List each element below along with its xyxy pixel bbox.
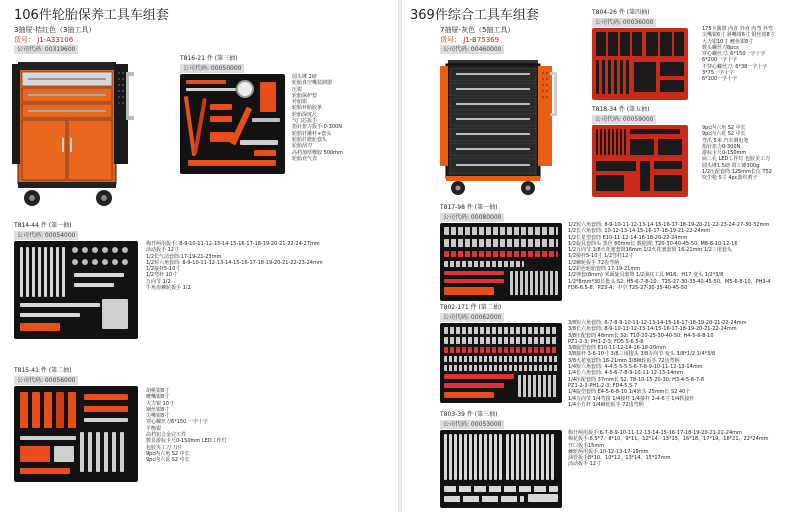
t802-line: 1/4万向节 1/4弯接 1/4接杆 1/4接杆 2-4-6寸 1/4软接杆 [568, 395, 695, 402]
t804-line: 大力钳10寸 鲤鱼钳8寸 [702, 38, 754, 45]
t815-line: 9pc内六角 S2 中长 [146, 450, 190, 457]
t817-line: 1/2长星型套筒 E10-11-12-14-16-18-20-22-24mm [568, 234, 688, 241]
t818-line: 9pc内六角 S2 中长 [702, 125, 746, 131]
t802-line: 1/4长六角套筒: 4-5-6-7-8-9-10-11-12-13-14mm [568, 370, 684, 377]
t802-line: 1/4旋型套筒 E4-5-6-8-10 1/4软头 25mm长 S2 40个 [568, 389, 691, 396]
t815-header: T815-41 件 (第二抽) [14, 367, 72, 374]
t816-line: 气门芯扳手 [292, 118, 318, 125]
t802-line: 3/8长六角套筒: 8-9-10-11-12-13-14-15-16-17-18-19-20-21-22-24mm [568, 326, 737, 333]
left-cart-subtitle: 3抽屉-桔红色（3抽工具） [14, 26, 96, 34]
t802-tool-tray [440, 323, 562, 403]
t816-line: 高档加厚橡胶 500mm [292, 149, 343, 156]
t804-line: 不穿心螺丝刀: 6*38一字十字 [702, 63, 768, 70]
t816-line: 补胎钳 [292, 99, 308, 106]
t816-line: 轮胎充气表 [292, 155, 318, 162]
t804-tool-list [702, 26, 775, 83]
orange-tool-cart [10, 58, 135, 210]
t818-line: 游标卡尺0-150mm [702, 150, 747, 157]
t817-line: 1/2棘轮扳手 72齿弯柄 [568, 259, 619, 266]
t816-line: 轮胎打磨轮套头 [292, 136, 328, 143]
t803-line: 油管扳手8*10、10*12、13*14、15*17mm [568, 455, 671, 462]
t817-line: 1/2旋具套筒头 黑色 60mm长 数据规: T20-30-40-45-50; M6-8-10-12-16 [568, 240, 738, 247]
right-cart-code: 公司代码: 00460000 [440, 45, 504, 54]
t815-line: 尖嘴钳8寸 [146, 413, 170, 420]
t817-line: 1/2长六角套筒: 10-12-13-14-15-16-17-18-19-21-22-24mm [568, 228, 711, 235]
t816-line: 指针扭力扳手:0-300N [292, 124, 342, 131]
t814-code: 公司代码: 00054000 [14, 231, 78, 240]
t804-tool-tray [592, 28, 688, 100]
t814-tool-list [146, 241, 323, 291]
t816-line: 圆头锤 2磅 [292, 74, 317, 80]
t816-line: 轮胎真空嘴装卸器 [292, 80, 333, 87]
t815-line: 穿心螺丝刀6*150 一字十字 [146, 419, 208, 426]
t804-line: 穿心螺丝刀: 6*150一字十字 [702, 51, 766, 58]
t815-line: 数显游标卡尺0-150mm LED工作灯 [146, 438, 227, 445]
t816-header: T816-21 件 (第三抽) [180, 55, 238, 62]
t815-line: 9pc内六花 S2 中长 [146, 457, 190, 464]
t818-line: 扁三孔 LED工作灯 包胶美工刀 [702, 156, 770, 163]
black-tool-cart [438, 56, 558, 198]
t818-line: 1/2压配套筒 125mm长位 T52 [702, 169, 772, 176]
t802-line: 3/8短六角套筒: 6-7-8-9-10-11-12-13-14-15-16-17-18-19-20-21-22-24mm [568, 320, 747, 326]
t815-tool-list [146, 388, 227, 464]
t814-line: 活动扳手 12寸 [146, 247, 179, 254]
t815-line: 钢丝钳8寸 [146, 406, 170, 413]
t803-line: 棘轮两用扳手:10-12-13-17-19mm [568, 448, 649, 455]
left-cart-model: 货号： J1-A33106 [14, 36, 74, 44]
t802-line: 3/8旋型套筒 E10-11-12-14-16-18-20mm [568, 345, 666, 352]
t818-line: 指针扭力0-300N [702, 143, 741, 150]
orange-tool-cart-illustration [10, 58, 135, 210]
left-page [0, 0, 398, 512]
t818-line: 弯爪 5米 汽车测电笔 [702, 137, 749, 144]
t817-line: 1/2万向节 3/8火花塞套筒16mm 1/2火花塞套筒 16-21mm 1/2三用套头 [568, 247, 732, 254]
t818-line: 圆头锤1.5磅 钳工锤300g [702, 162, 760, 169]
t817-tool-list [568, 222, 771, 291]
t816-line: 轮胎补胎胶条 [292, 105, 323, 112]
t814-tool-tray [14, 241, 138, 339]
t814-line: 1/2长气动套筒:17-19-21-23mm [146, 253, 222, 260]
t817-line: 1/2短六角套筒: 8-9-10-11-12-13-14-15-16-17-18-19-20-21-22-23-24-27-30-32mm [568, 222, 770, 228]
left-cart-code: 公司代码: 00319600 [14, 45, 78, 54]
t814-line: 万向节 1/2 [146, 278, 171, 285]
t814-line: 1/2弯杆 10寸 [146, 272, 177, 279]
t803-line: 梅花扳手:6.5*7、8*10、9*11、12*14、13*15、16*18、17*19、18*21、22*24mm [568, 436, 769, 443]
t818-code: 公司代码: 00059000 [592, 115, 656, 124]
right-page-title: 369件综合工具车组套 [410, 8, 539, 23]
right-page [402, 0, 800, 512]
t816-line: 轮胎保护套 [292, 92, 318, 99]
left-page-title: 106件轮胎保养工具车组套 [14, 8, 169, 23]
t817-code: 公司代码: 00080000 [440, 213, 504, 222]
t816-line: 压钳 [292, 86, 303, 93]
t804-header: T804-26 件 (第四抽) [592, 9, 650, 16]
right-cart-subtitle: 7抽屉-灰色（5抽工具） [440, 26, 515, 34]
t817-line: 1/2*8mm*30长批头 S2: H5-6-7-8-10、T25-27-30-35-40-45-50、M5-6-8-10、PH3-4 [568, 278, 771, 285]
t818-tool-list [702, 125, 772, 182]
t815-line: 胡桃钳8寸 [146, 388, 170, 394]
t802-tool-list [568, 320, 747, 408]
t804-line: 175卡簧钳 内直 外直 内弯 外弯 [702, 26, 773, 32]
t804-line: 3*75一字十字 [702, 70, 735, 77]
t802-line: 3/8火花塞套筒 16-21mm 3/8棘轮扳手 72齿弯柄 [568, 357, 680, 364]
t817-line: FD6-6.5-8；PZ3-4；中空 T25-27-30-35-40-45-50 [568, 284, 688, 291]
t815-line: 平衡钳 [146, 425, 162, 432]
t817-tool-tray [440, 223, 562, 301]
t814-line: 梅开两用扳手: 8-9-10-11-12-13-14-15-16-17-18-19-20-21-22-24-27mm [146, 241, 320, 247]
t802-line: 3/8压配套筒 48mm长 S2: T10-20-25-30-40-50; H4-5-6-8-10 [568, 332, 714, 339]
t816-code: 公司代码: 00050000 [180, 64, 244, 73]
t815-line: 包胶夹工刀 刀片 [146, 444, 183, 451]
t816-line: 轮胎刮刀 [292, 143, 313, 150]
t817-header: T817-98 件 (第一抽) [440, 204, 498, 211]
t804-line: 6*200一字十字 [702, 57, 738, 64]
t814-line: 牛角齿棘轮扳手 1/2 [146, 285, 191, 292]
t814-line: 1/2接杆5-10寸 [146, 266, 181, 273]
t816-line: 轮胎钎撬杆+套头 [292, 130, 332, 137]
t803-line: 活动扳手 12寸 [568, 461, 601, 468]
t803-tool-tray [440, 430, 562, 508]
t817-line: 1/2彩色轮胎套筒 17-19-21mm [568, 266, 641, 273]
right-cart-model: 货号： J1-B75369 [440, 36, 500, 44]
t815-code: 公司代码: 00056000 [14, 376, 78, 385]
t802-line: 1/4压配套筒 37mm长 S2: T8-10-15-20-30; H3-4-5-6-7-8 [568, 376, 705, 383]
t816-tool-tray [180, 74, 285, 174]
t818-tool-tray [592, 125, 688, 197]
t802-code: 公司代码: 00062000 [440, 313, 504, 322]
t816-line: 轮胎深度尺 [292, 111, 318, 118]
t803-line: 梅开两用扳手:6-7-8-9-10-11-12-13-14-15-16-17-18-19-20-21-22-24mm [568, 430, 742, 436]
t802-header: T802-171 件 (第二抽) [440, 304, 502, 311]
t817-line: 1/2接杆5-10寸 1/2弯杆12寸 [568, 253, 634, 260]
t804-code: 公司代码: 00036000 [592, 18, 656, 27]
t814-line: 1/2短六角套筒: 8-9-10-11-12-13-14-15-16-17-18-19-20-21-22-23-24mm [146, 259, 323, 266]
t802-line: PZ1-2-3-PH1-2-3; FD4-5.5-7 [568, 382, 638, 389]
t817-line: 1/2弹套(8mm) 米面旋具套筒 1/2油底工具 M16、H17 变头 1/2*3/8 [568, 272, 724, 279]
t802-line: PZ1-2-3; PH1-2-3; FD5.5-6.5-8 [568, 338, 644, 345]
t804-line: 数头螺丝刀8pcs [702, 44, 739, 51]
t818-header: T818-34 件 (第五抽) [592, 106, 650, 113]
t815-line: 大力钳 10寸 [146, 400, 174, 407]
t804-line: 尖嘴钳6寸 斜嘴钳6寸 钢丝钳8寸 [702, 32, 775, 39]
t815-line: 鹰嘴钳8寸 [146, 394, 170, 401]
t815-tool-tray [14, 386, 138, 482]
t815-line: 高档铝合金完工件 [146, 432, 187, 439]
t804-line: 6*100一字十字 [702, 76, 738, 83]
t802-line: 1/4短六角套筒: 4-4.5-5-5.5-6-7-8-9-10-11-12-13-14mm [568, 364, 703, 371]
t818-line: 吹尘枪 5寸 4pc凿织剪子 [702, 175, 758, 182]
t803-code: 公司代码: 00053000 [440, 420, 504, 429]
t802-line: 1/4小方杆 1/4棘轮扳手 72齿弯柄 [568, 401, 644, 408]
t803-tool-list [568, 430, 769, 468]
t818-line: 9pc内六花 S2 中长 [702, 131, 746, 138]
t802-line: 3/8接杆 3-6-10寸 3/8三用接头 3/8万向节 变头 3/8*1/2 1/4*3/8 [568, 351, 716, 358]
t803-header: T803-39 件 (第三抽) [440, 411, 498, 418]
t814-header: T814-44 件 (第一抽) [14, 222, 72, 229]
t803-line: 开口扳手15mm [568, 442, 605, 449]
black-tool-cart-illustration [438, 56, 558, 198]
t816-tool-list [292, 74, 343, 162]
